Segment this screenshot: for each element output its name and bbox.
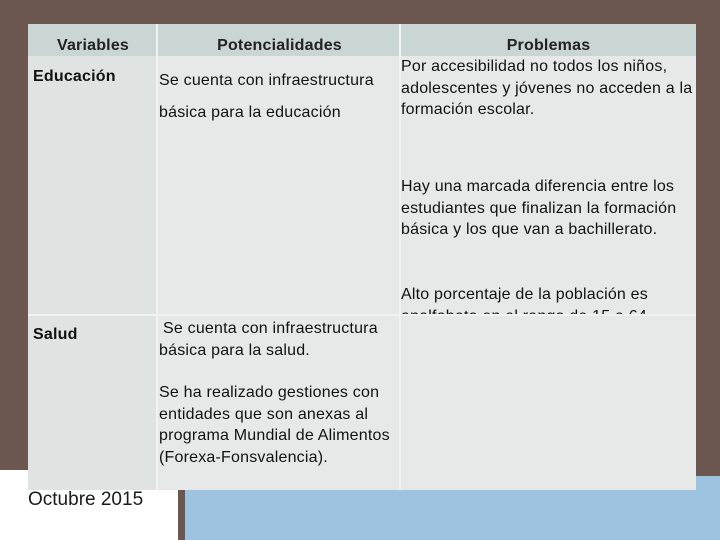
- variables-table: [28, 24, 696, 490]
- row-educacion-problemas: [401, 56, 696, 316]
- column-divider: [156, 24, 158, 490]
- row-divider: [28, 314, 696, 316]
- row-educacion-variable: [28, 56, 158, 316]
- row-salud-potencialidades: [158, 316, 401, 490]
- potencialidad-text: Se cuenta con infraestructura básica para la salud.: [159, 320, 378, 359]
- variable-label-educacion: Educación: [33, 68, 116, 85]
- variable-label-salud: Salud: [33, 326, 78, 343]
- potencialidad-text: Se cuenta con infraestructura básica para la educación: [159, 72, 374, 121]
- row-educacion-potencialidades: [158, 56, 401, 316]
- problema-text: Por accesibilidad no todos los niños, adolescentes y jóvenes no acceden a la formación escolar.: [401, 58, 693, 118]
- problema-text: Alto porcentaje de la población es: [401, 286, 648, 303]
- potencialidad-text: Se ha realizado gestiones con entidades que son anexas al programa Mundial de Alimentos (Forexa-Fonsvalencia).: [159, 384, 390, 466]
- row-salud-variable: [28, 316, 158, 490]
- header-problemas: Problemas: [401, 24, 696, 56]
- column-divider: [399, 24, 401, 490]
- header-variables: Variables: [28, 24, 158, 56]
- header-potencialidades: Potencialidades: [158, 24, 401, 56]
- footer-date: Octubre 2015: [28, 489, 144, 510]
- row-salud-problemas: [401, 316, 696, 490]
- problema-text: Hay una marcada diferencia entre los estudiantes que finalizan la formación básica y los que van a bachillerato.: [401, 178, 677, 238]
